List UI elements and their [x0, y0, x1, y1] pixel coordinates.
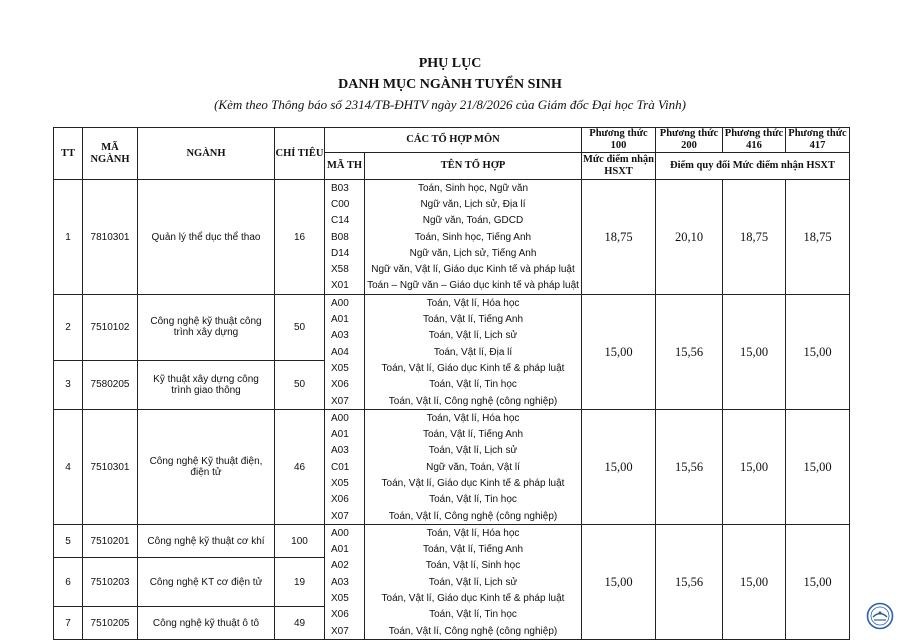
combo-name: Toán, Vật lí, Giáo dục Kinh tế & pháp luật — [365, 360, 582, 376]
row-ma-nganh: 7810301 — [83, 180, 138, 295]
combo-name: Toán, Vật lí, Tiếng Anh — [365, 426, 582, 442]
university-seal-icon — [866, 602, 894, 630]
combo-code: A00 — [325, 525, 365, 542]
combo-name: Toán, Vật lí, Hóa học — [365, 525, 582, 542]
score-pt417: 18,75 — [786, 180, 850, 295]
combo-code: A01 — [325, 426, 365, 442]
document-subtitle: (Kèm theo Thông báo số 2314/TB-ĐHTV ngày 21/8/2026 của Giám đốc Đại học Trà Vinh) — [214, 97, 686, 112]
col-header-ma-th: MÃ TH — [325, 153, 365, 180]
combo-name: Ngữ văn, Toán, Vật lí — [365, 459, 582, 475]
combo-name: Ngữ văn, Lịch sử, Địa lí — [365, 196, 582, 212]
row-tt: 4 — [54, 410, 83, 525]
combo-name: Toán, Vật lí, Sinh học — [365, 558, 582, 574]
combo-name: Toán, Vật lí, Tiếng Anh — [365, 542, 582, 558]
row-ten-nganh: Công nghệ kỹ thuật ô tô — [138, 607, 275, 640]
col-header-muc-diem: Mức điểm nhận HSXT — [582, 153, 656, 180]
col-header-pt100: Phương thức 100 — [582, 128, 656, 153]
combo-name: Toán, Vật lí, Lịch sử — [365, 328, 582, 344]
admission-table — [53, 127, 850, 640]
col-header-chi-tieu: CHỈ TIÊU — [275, 128, 325, 180]
col-header-ten-to-hop: TÊN TỔ HỢP — [365, 153, 582, 180]
score-pt417: 15,00 — [786, 295, 850, 410]
combo-name: Ngữ văn, Toán, GDCD — [365, 213, 582, 229]
combo-code: X05 — [325, 475, 365, 491]
combo-code: A02 — [325, 558, 365, 574]
col-header-quy-doi: Điểm quy đổi Mức điểm nhận HSXT — [656, 153, 850, 180]
row-ten-nganh: Công nghệ KT cơ điện tử — [138, 558, 275, 607]
combo-code: A03 — [325, 443, 365, 459]
combo-name: Toán, Vật lí, Tin học — [365, 492, 582, 508]
combo-name: Ngữ văn, Vật lí, Giáo dục Kinh tế và pháp luật — [365, 261, 582, 277]
combo-code: A04 — [325, 344, 365, 360]
row-ten-nganh: Kỹ thuật xây dựng công trình giao thông — [138, 360, 275, 409]
combo-name: Toán, Vật lí, Công nghệ (công nghiệp) — [365, 623, 582, 640]
combo-name: Toán, Sinh học, Ngữ văn — [365, 180, 582, 197]
score-pt416: 15,00 — [723, 295, 786, 410]
col-header-to-hop: CÁC TỔ HỢP MÔN — [325, 128, 582, 153]
combo-name: Toán, Vật lí, Lịch sử — [365, 443, 582, 459]
combo-code: X07 — [325, 623, 365, 640]
row-tt: 3 — [54, 360, 83, 409]
row-ten-nganh: Công nghệ kỹ thuật cơ khí — [138, 525, 275, 558]
row-tt: 5 — [54, 525, 83, 558]
score-pt100: 15,00 — [582, 295, 656, 410]
score-pt100: 18,75 — [582, 180, 656, 295]
row-chi-tieu: 50 — [275, 295, 325, 361]
row-ma-nganh: 7510205 — [83, 607, 138, 640]
col-header-ma-nganh: MÃ NGÀNH — [83, 128, 138, 180]
combo-name: Ngữ văn, Lịch sử, Tiếng Anh — [365, 245, 582, 261]
row-tt: 2 — [54, 295, 83, 361]
row-ma-nganh: 7580205 — [83, 360, 138, 409]
combo-code: A03 — [325, 574, 365, 590]
row-tt: 1 — [54, 180, 83, 295]
row-ten-nganh: Công nghệ kỹ thuật công trình xây dựng — [138, 295, 275, 361]
combo-code: X06 — [325, 377, 365, 393]
combo-code: X05 — [325, 590, 365, 606]
combo-name: Toán, Vật lí, Công nghệ (công nghiệp) — [365, 508, 582, 525]
combo-code: A03 — [325, 328, 365, 344]
combo-code: X06 — [325, 492, 365, 508]
combo-code: C01 — [325, 459, 365, 475]
col-header-pt200: Phương thức 200 — [656, 128, 723, 153]
appendix-label: PHỤ LỤC — [418, 56, 482, 71]
score-pt100: 15,00 — [582, 525, 656, 640]
combo-name: Toán, Vật lí, Tiếng Anh — [365, 311, 582, 327]
score-pt200: 20,10 — [656, 180, 723, 295]
combo-code: X01 — [325, 278, 365, 295]
score-pt416: 18,75 — [723, 180, 786, 295]
row-ten-nganh: Quản lý thể dục thể thao — [138, 180, 275, 295]
combo-name: Toán, Vật lí, Địa lí — [365, 344, 582, 360]
row-chi-tieu: 49 — [275, 607, 325, 640]
combo-code: B08 — [325, 229, 365, 245]
col-header-pt417: Phương thức 417 — [786, 128, 850, 153]
score-pt200: 15,56 — [656, 295, 723, 410]
score-pt100: 15,00 — [582, 410, 656, 525]
row-ma-nganh: 7510301 — [83, 410, 138, 525]
row-chi-tieu: 16 — [275, 180, 325, 295]
row-chi-tieu: 50 — [275, 360, 325, 409]
combo-code: C00 — [325, 196, 365, 212]
score-pt416: 15,00 — [723, 410, 786, 525]
combo-name: Toán, Vật lí, Giáo dục Kinh tế & pháp luật — [365, 475, 582, 491]
row-chi-tieu: 100 — [275, 525, 325, 558]
score-pt417: 15,00 — [786, 410, 850, 525]
combo-code: X05 — [325, 360, 365, 376]
combo-code: B03 — [325, 180, 365, 197]
col-header-pt416: Phương thức 416 — [723, 128, 786, 153]
combo-name: Toán, Sinh học, Tiếng Anh — [365, 229, 582, 245]
row-ma-nganh: 7510201 — [83, 525, 138, 558]
combo-name: Toán, Vật lí, Tin học — [365, 607, 582, 623]
row-tt: 7 — [54, 607, 83, 640]
combo-code: A01 — [325, 311, 365, 327]
combo-code: D14 — [325, 245, 365, 261]
combo-name: Toán, Vật lí, Tin học — [365, 377, 582, 393]
combo-code: A01 — [325, 542, 365, 558]
score-pt200: 15,56 — [656, 410, 723, 525]
combo-name: Toán, Vật lí, Hóa học — [365, 410, 582, 427]
row-ma-nganh: 7510203 — [83, 558, 138, 607]
combo-code: X07 — [325, 508, 365, 525]
document-title: DANH MỤC NGÀNH TUYỂN SINH — [338, 77, 562, 92]
row-tt: 6 — [54, 558, 83, 607]
col-header-tt: TT — [54, 128, 83, 180]
score-pt416: 15,00 — [723, 525, 786, 640]
combo-code: X58 — [325, 261, 365, 277]
combo-code: X06 — [325, 607, 365, 623]
combo-name: Toán – Ngữ văn – Giáo dục kinh tế và pháp luật — [365, 278, 582, 295]
row-chi-tieu: 46 — [275, 410, 325, 525]
col-header-nganh: NGÀNH — [138, 128, 275, 180]
combo-code: X07 — [325, 393, 365, 410]
combo-code: A00 — [325, 410, 365, 427]
combo-code: C14 — [325, 213, 365, 229]
combo-name: Toán, Vật lí, Giáo dục Kinh tế & pháp luật — [365, 590, 582, 606]
combo-name: Toán, Vật lí, Hóa học — [365, 295, 582, 312]
score-pt417: 15,00 — [786, 525, 850, 640]
row-ten-nganh: Công nghệ Kỹ thuật điện, điện tử — [138, 410, 275, 525]
row-ma-nganh: 7510102 — [83, 295, 138, 361]
combo-name: Toán, Vật lí, Lịch sử — [365, 574, 582, 590]
combo-code: A00 — [325, 295, 365, 312]
combo-name: Toán, Vật lí, Công nghệ (công nghiệp) — [365, 393, 582, 410]
score-pt200: 15,56 — [656, 525, 723, 640]
row-chi-tieu: 19 — [275, 558, 325, 607]
